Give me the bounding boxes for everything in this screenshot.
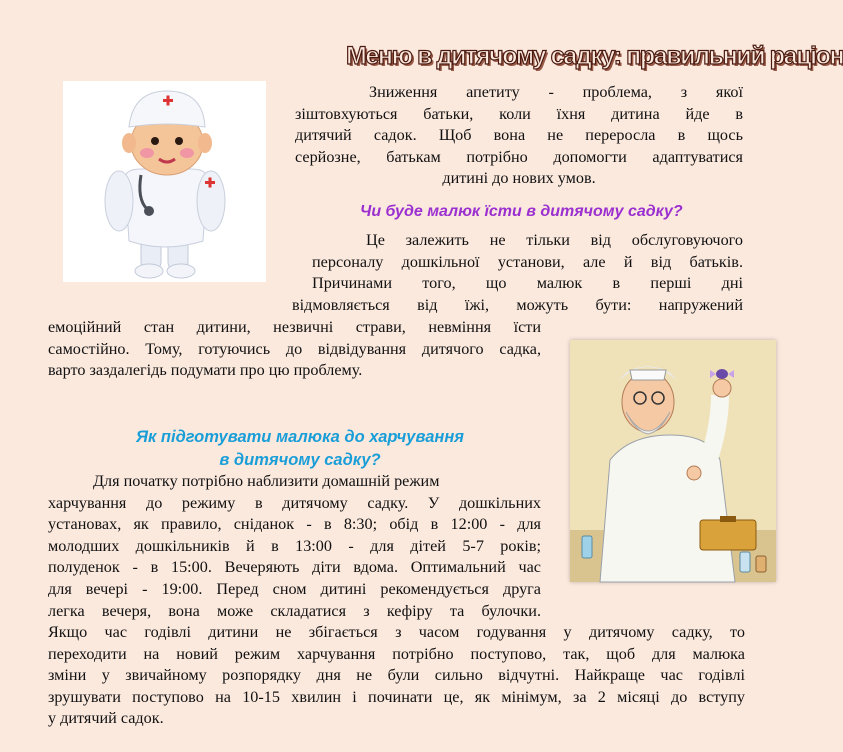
section1-line: самостійно. Тому, готуючись до відвідування дитячого садка, [48, 339, 541, 358]
section2-line: зміни у звичайному розпорядку дня не були сильно відчутні. Найкраще час годівлі [48, 666, 745, 685]
toy-doctor-icon [63, 81, 266, 282]
section1-paragraph-bottom [48, 317, 541, 382]
section1-line: відмовляється від їжі, можуть бути: напружений [292, 295, 743, 314]
section2-line: полуденок - в 15:00. Вечеряють діти вдома. Оптимальний час [48, 558, 541, 577]
section2-line: установах, як правило, сніданок - в 8:30; обід в 12:00 - для [48, 515, 541, 534]
section2-line: переходити на новий режим харчування потрібно поступово, так, щоб для малюка [48, 644, 745, 663]
section2-line: зрушувати поступово на 10-15 хвилин і починати це, як мінімум, за 2 місяці до вступу [48, 687, 745, 706]
section1-line: Причинами того, що малюк в перші дні [312, 274, 743, 293]
intro-line: зіштовхуються батьки, коли їхня дитина йде в [295, 104, 743, 123]
section2-line: для вечері - 19:00. Перед сном дитині рекомендується друга [48, 579, 541, 598]
intro-line: дитині до нових умов. [442, 169, 596, 188]
section2-line: молодших дошкільників й в 13:00 - для дітей 5-7 років; [48, 536, 541, 555]
section2-paragraph-top [48, 471, 541, 622]
section2-line: Якщо час годівлі дитини не збігається з часом годування у дитячому садку, то [48, 623, 745, 641]
section1-line: Це залежить не тільки від обслуговуючого [366, 231, 743, 249]
intro-line: Зниження апетиту - проблема, з якої [369, 83, 743, 101]
section1-paragraph-top [292, 230, 743, 316]
section2-line: харчування до режиму в дитячому садку. У дошкільних [48, 493, 541, 512]
section1-heading: Чи буде малюк їсти в дитячому садку? [360, 203, 683, 220]
section2-line: у дитячий садок. [48, 709, 164, 728]
section1-line: персоналу дошкільної установи, але й від батьків. [312, 252, 743, 271]
section1-line: емоційний стан дитини, незвичні страви, невміння їсти [48, 318, 541, 336]
section2-heading-line2: в дитячому садку? [219, 451, 381, 469]
section2-line: Для початку потрібно наблизити домашній режим [93, 472, 440, 490]
page-title: Меню в дитячому садку: правильний раціон [346, 42, 843, 70]
cartoon-doctor-image [570, 340, 776, 582]
section2-line: легка вечеря, вона може складатися з кефіру та булочки. [48, 601, 541, 620]
intro-line: дитячий садок. Щоб вона не переросла в щось [295, 126, 743, 145]
intro-paragraph [295, 82, 743, 190]
toy-doctor-image [63, 81, 266, 282]
section1-line: варто заздалегідь подумати про цю проблему. [48, 361, 363, 380]
cartoon-doctor-icon [570, 340, 776, 582]
intro-line: серйозне, батькам потрібно допомогти адаптуватися [295, 147, 743, 166]
section2-paragraph-bottom [48, 622, 745, 730]
section2-heading-line1: Як підготувати малюка до харчування [135, 428, 465, 446]
